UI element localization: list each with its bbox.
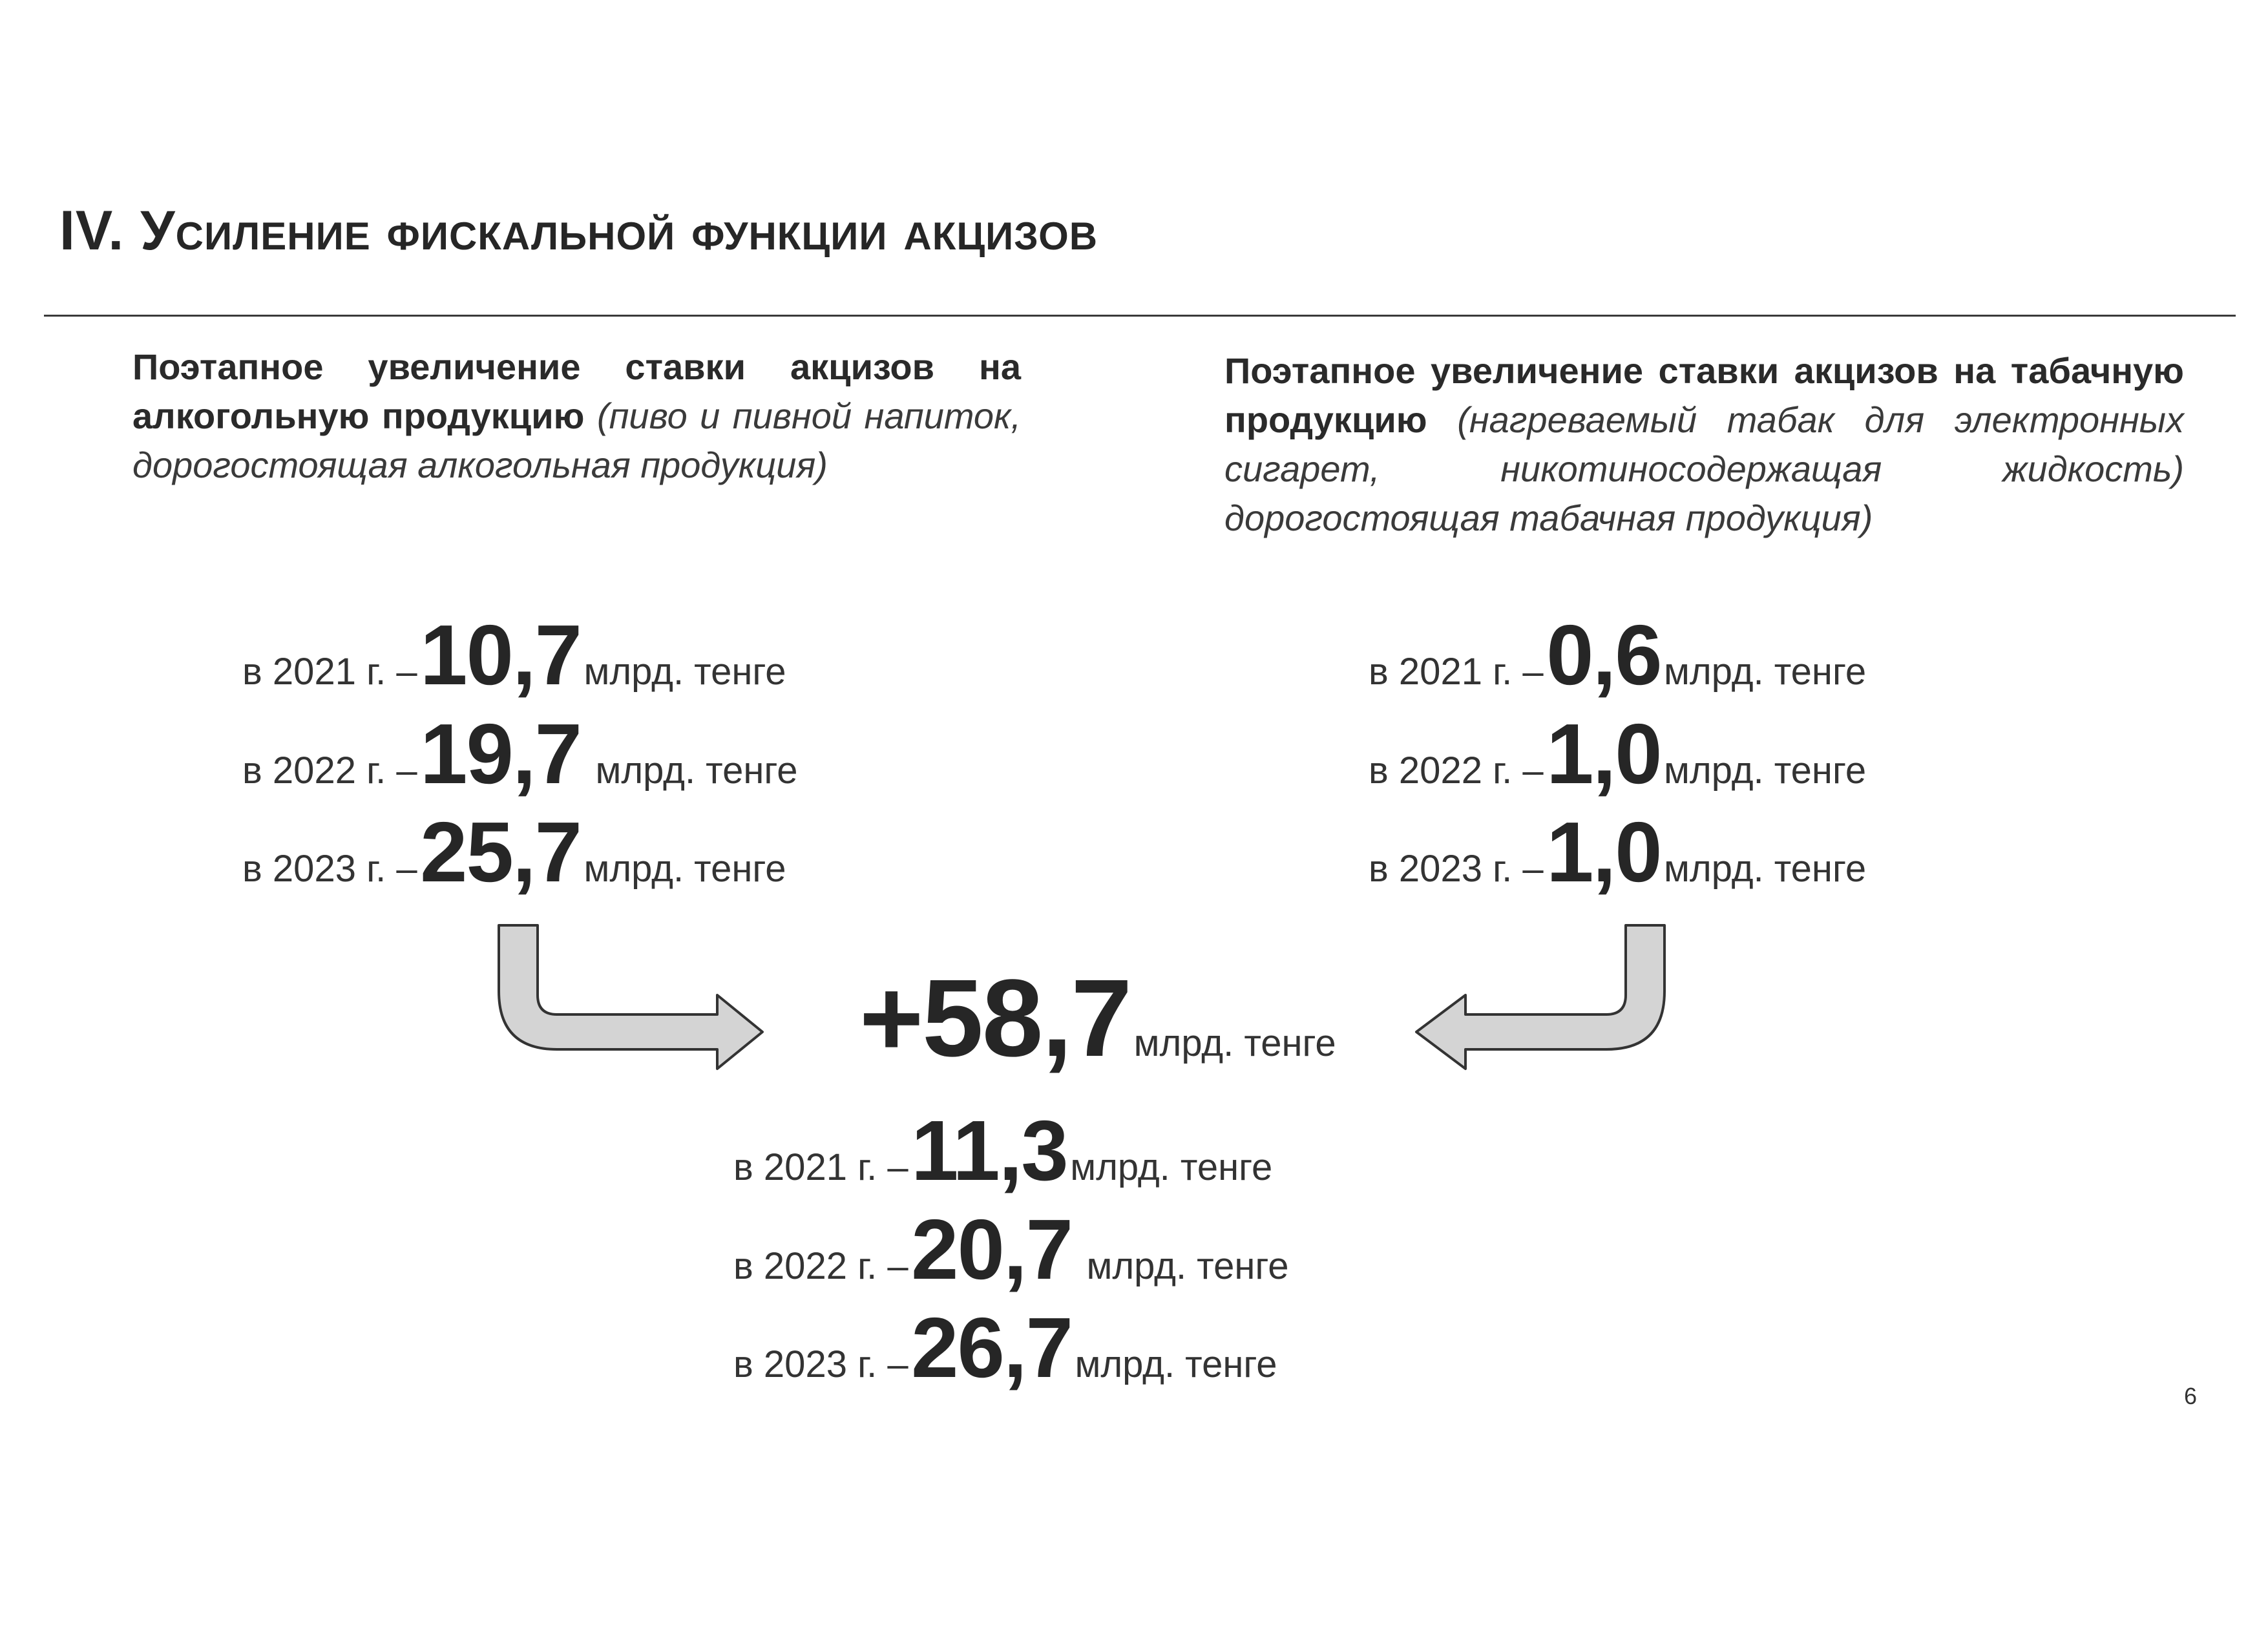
title-divider [44, 315, 2236, 317]
row-value: 1,0 [1546, 706, 1661, 801]
total-unit: млрд. тенге [1133, 1022, 1336, 1064]
left-curved-arrow-icon [491, 918, 775, 1086]
tobacco-note: (нагреваемый табак для электронных сигарет, никотиносодержащая жидкость) дорогостоящая табачная продукция) [1224, 399, 2184, 538]
row-label: в 2023 г. – [733, 1343, 908, 1385]
row-value: 26,7 [911, 1300, 1073, 1395]
alcohol-row-2023 [242, 803, 786, 901]
row-label: в 2022 г. – [1369, 750, 1544, 792]
total-sum [859, 955, 1336, 1082]
tobacco-row-2023 [1369, 803, 1866, 901]
row-value: 11,3 [911, 1103, 1067, 1198]
row-unit: млрд. тенге [583, 848, 786, 890]
page-number: 6 [2184, 1383, 2198, 1409]
page-title [59, 199, 1098, 263]
row-label: в 2023 г. – [242, 848, 417, 890]
row-value: 1,0 [1546, 804, 1661, 899]
row-unit: млрд. тенге [595, 750, 798, 792]
row-value: 25,7 [420, 804, 582, 899]
title-numeral: IV. [59, 200, 125, 262]
row-value: 10,7 [420, 607, 582, 702]
total-row-2021 [733, 1102, 1272, 1199]
row-unit: млрд. тенге [1075, 1343, 1277, 1385]
title-text: Усиление фискальной функции акцизов [140, 200, 1098, 262]
row-value: 0,6 [1546, 607, 1661, 702]
row-label: в 2022 г. – [733, 1245, 908, 1287]
tobacco-heading: Поэтапное увеличение ставки акцизов на табачную продукцию [1224, 350, 2184, 440]
row-unit: млрд. тенге [583, 651, 786, 693]
alcohol-description [132, 342, 1021, 490]
row-unit: млрд. тенге [1664, 750, 1867, 792]
right-curved-arrow-icon [1409, 918, 1674, 1086]
row-label: в 2022 г. – [242, 750, 417, 792]
row-unit: млрд. тенге [1086, 1245, 1289, 1287]
tobacco-row-2022 [1369, 705, 1866, 803]
tobacco-row-2021 [1369, 606, 1866, 704]
row-unit: млрд. тенге [1664, 848, 1867, 890]
row-label: в 2023 г. – [1369, 848, 1544, 890]
row-value: 19,7 [420, 706, 582, 801]
total-value: +58,7 [859, 957, 1131, 1080]
tobacco-description [1224, 346, 2184, 543]
row-value: 20,7 [911, 1202, 1073, 1297]
row-label: в 2021 г. – [733, 1146, 908, 1188]
row-unit: млрд. тенге [1070, 1146, 1273, 1188]
total-row-2023 [733, 1299, 1277, 1396]
row-label: в 2021 г. – [1369, 651, 1544, 693]
total-row-2022 [733, 1201, 1289, 1298]
alcohol-row-2022 [242, 705, 798, 803]
row-unit: млрд. тенге [1664, 651, 1867, 693]
alcohol-note: (пиво и пивной напиток, дорогостоящая алкогольная продукция) [132, 395, 1022, 485]
alcohol-row-2021 [242, 606, 786, 704]
alcohol-heading: Поэтапное увеличение ставки акцизов на алкогольную продукцию [132, 346, 1021, 436]
row-label: в 2021 г. – [242, 651, 417, 693]
